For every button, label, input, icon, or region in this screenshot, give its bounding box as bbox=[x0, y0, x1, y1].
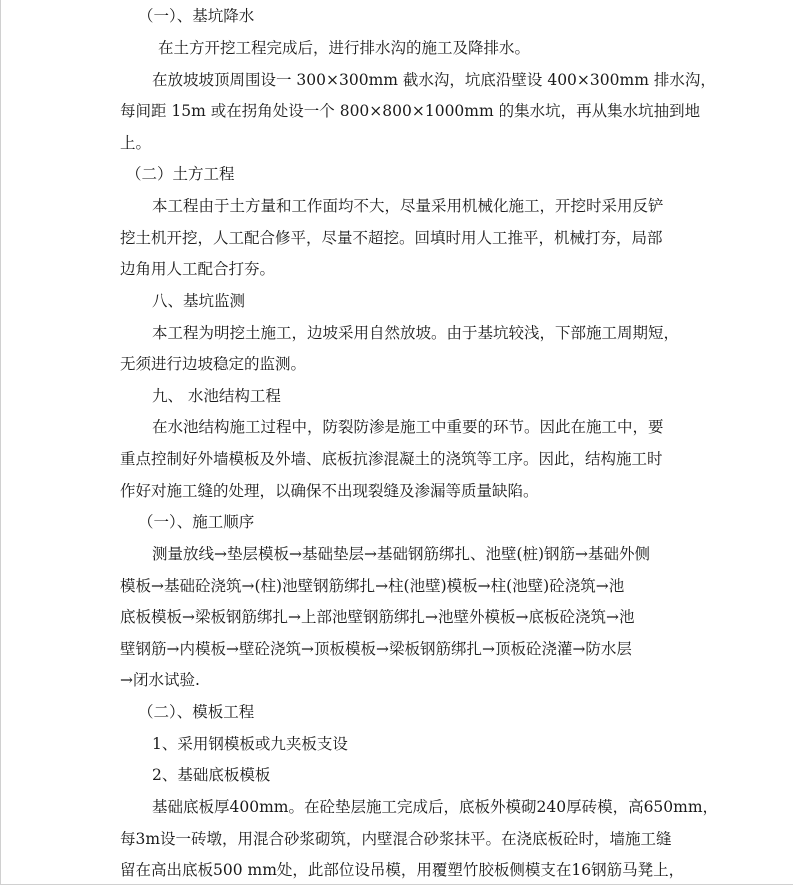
paragraph-line: 作好对施工缝的处理，以确保不出现裂缝及渗漏等质量缺陷。 bbox=[120, 482, 539, 500]
paragraph-line: 重点控制好外墙模板及外墙、底板抗渗混凝土的浇筑等工序。因此，结构施工时 bbox=[120, 450, 663, 468]
paragraph-line: 边角用人工配合打夯。 bbox=[120, 260, 276, 278]
paragraph-line: 壁钢筋→内模板→壁砼浇筑→顶板模板→梁板钢筋绑扎→顶板砼浇灌→防水层 bbox=[120, 640, 632, 658]
section-heading: （一）、施工顺序 bbox=[138, 513, 255, 531]
paragraph-line: →闭水试验. bbox=[120, 671, 200, 689]
section-heading: （一）、基坑降水 bbox=[138, 7, 255, 25]
paragraph-line: 底板模板→梁板钢筋绑扎→上部池壁钢筋绑扎→池壁外模板→底板砼浇筑→池 bbox=[120, 608, 635, 626]
list-item: 1、采用钢模板或九夹板支设 bbox=[152, 735, 348, 753]
paragraph-line: 测量放线→垫层模板→基础垫层→基础钢筋绑扎、池壁(桩)钢筋→基础外侧 bbox=[152, 545, 651, 563]
page-left-border bbox=[0, 0, 1, 885]
paragraph-line: 无须进行边坡稳定的监测。 bbox=[120, 355, 307, 373]
paragraph-line: 基础底板厚400mm。在砼垫层施工完成后，底板外模砌240厚砖模，高650mm， bbox=[152, 798, 719, 816]
section-heading: （二）土方工程 bbox=[126, 165, 235, 183]
section-heading: 八、基坑监测 bbox=[152, 292, 246, 310]
list-item: 2、基础底板模板 bbox=[152, 766, 271, 784]
paragraph-line: 在水池结构施工过程中，防裂防渗是施工中重要的环节。因此在施工中，要 bbox=[152, 418, 664, 436]
paragraph-line: 在土方开挖工程完成后，进行排水沟的施工及降排水。 bbox=[158, 39, 531, 57]
paragraph-line: 留在高出底板500 mm处，此部位设吊模，用覆塑竹胶板侧模支在16钢筋马凳上， bbox=[120, 861, 685, 879]
paragraph-line: 每3m设一砖墩，用混合砂浆砌筑，内壁混合砂浆抹平。在浇底板砼时，墙施工缝 bbox=[120, 830, 672, 848]
paragraph-line: 在放坡坡顶周围设一 300×300mm 截水沟，坑底沿壁设 400×300mm 排水沟， bbox=[152, 71, 716, 89]
paragraph-line: 本工程为明挖土施工，边坡采用自然放坡。由于基坑较浅，下部施工周期短， bbox=[152, 324, 680, 342]
paragraph-line: 挖土机开挖，人工配合修平，尽量不超挖。回填时用人工推平，机械打夯，局部 bbox=[120, 229, 663, 247]
section-heading: （二）、模板工程 bbox=[138, 703, 255, 721]
paragraph-line: 模板→基础砼浇筑→(柱)池壁钢筋绑扎→柱(池壁)模板→柱(池壁)砼浇筑→池 bbox=[120, 577, 625, 595]
paragraph-line: 本工程由于土方量和工作面均不大，尽量采用机械化施工，开挖时采用反铲 bbox=[152, 197, 664, 215]
section-heading: 九、 水池结构工程 bbox=[152, 387, 281, 405]
paragraph-line: 每间距 15m 或在拐角处设一个 800×800×1000mm 的集水坑，再从集水坑抽到地 bbox=[120, 102, 701, 120]
paragraph-line: 上。 bbox=[120, 134, 152, 152]
